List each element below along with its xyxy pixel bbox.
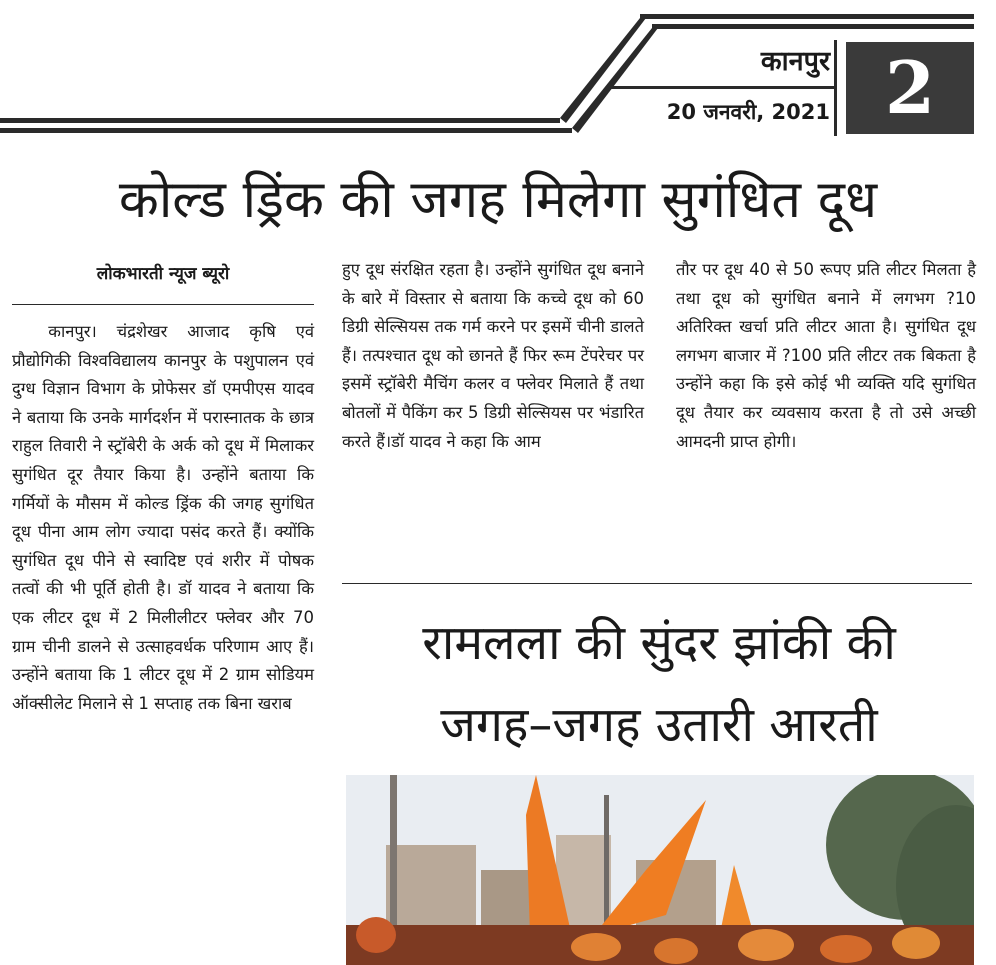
headline-ramlala-article <box>342 602 976 766</box>
article-column-3: तौर पर दूध 40 से 50 रूपए प्रति लीटर मिलता है तथा दूध को सुगंधित बनाने में लगभग ?10 अतिरिक्त खर्चा प्रति लीटर आता है। सुगंधित दूध लगभग बाजार में ?100 प्रति लीटर तक बिकता है उन्होंने कहा कि इसे कोई भी व्यक्ति यदि सुगंधित दूध तैयार कर व्यवसाय करता है तो उसे अच्छी आमदनी प्राप्त होगी। <box>676 260 976 451</box>
headline-line-2: जगह–जगह उतारी आरती <box>440 697 878 753</box>
procession-photo <box>346 775 974 965</box>
city-name: कानपुर <box>760 46 830 77</box>
section-divider <box>342 583 972 584</box>
byline: लोकभारती न्यूज ब्यूरो <box>96 264 230 284</box>
masthead <box>0 0 996 140</box>
byline-divider <box>12 304 314 305</box>
page-number: 2 <box>846 42 974 134</box>
article-column-2: हुए दूध संरक्षित रहता है। उन्होंने सुगंधित दूध बनाने के बारे में विस्तार से बताया कि कच्चे दूध को 60 डिग्री सेल्सियस तक गर्म करने पर इसमें चीनी डालते हैं। तत्पश्चात दूध को छानते हैं फिर रूम टेंपरेचर पर इसमें स्ट्रॉबेरी मैचिंग कलर व फ्लेवर मिलाते हैं तथा बोतलों में पैकिंग कर 5 डिग्री सेल्सियस पर भंडारित करते हैं।डॉ यादव ने कहा कि आम <box>342 260 644 451</box>
article-column-1: कानपुर। चंद्रशेखर आजाद कृषि एवं प्रौद्योगिकी विश्वविद्यालय कानपुर के पशुपालन एवं दुग्ध विज्ञान विभाग के प्रोफेसर डॉ एमपीएस यादव ने बताया कि उनके मार्गदर्शन में परास्नातक के छात्र राहुल तिवारी ने स्ट्रॉबेरी के अर्क को दूध में मिलाकर सुगंधित दूर तैयार किया है। उन्होंने बताया कि गर्मियों के मौसम में कोल्ड ड्रिंक की जगह सुगंधित दूध पीना आम लोग ज्यादा पसंद करते हैं। क्योंकि सुगंधित दूध पीने से स्वादिष्ट एवं शरीर में पोषक तत्वों की भी पूर्ति होती है। डॉ यादव ने बताया कि एक लीटर दूध में 2 मिलीलीटर फ्लेवर और 70 ग्राम चीनी डालने से उत्साहवर्धक परिणाम आए हैं। उन्होंने बताया कि 1 लीटर दूध में 2 ग्राम सोडियम ऑक्सीलेट मिलाने से 1 सप्ताह तक बिना खराब <box>12 322 314 713</box>
issue-date: 20 जनवरी, 2021 <box>666 100 830 124</box>
headline-line-1: रामलला की सुंदर झांकी की <box>422 615 896 671</box>
headline-cold-drink-article: कोल्ड ड्रिंक की जगह मिलेगा सुगंधित दूध <box>118 170 878 230</box>
procession-photo-illustration <box>346 775 974 965</box>
